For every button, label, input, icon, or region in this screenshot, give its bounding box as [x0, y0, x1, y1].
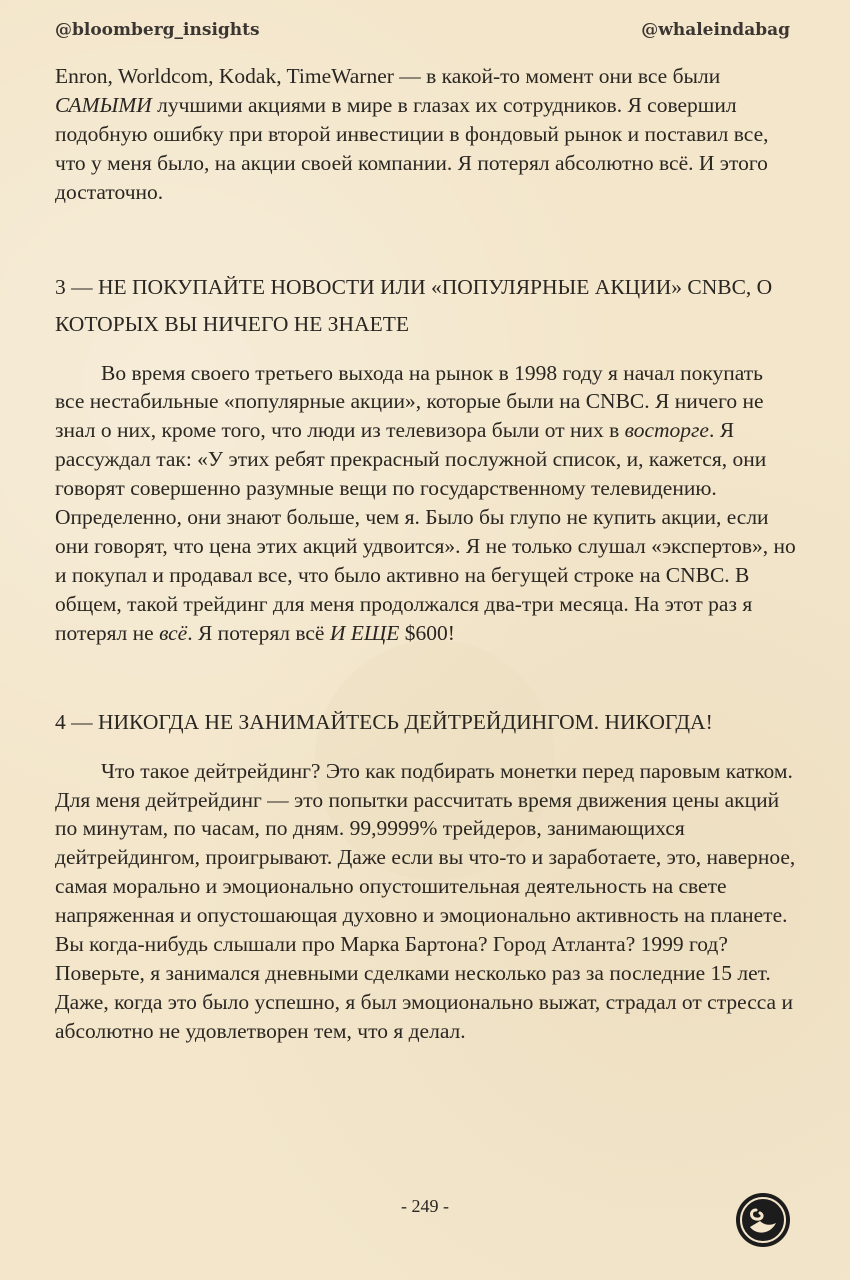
swan-icon — [736, 1193, 790, 1247]
source-handle: @bloomberg_insights — [55, 20, 260, 40]
intro-paragraph — [55, 62, 797, 207]
page-body — [55, 62, 797, 1046]
emphasis: САМЫМИ — [55, 92, 152, 117]
text-run: . Я рассуждал так: «У этих ребят прекрасный послужной список, и, кажется, они говорят совершенно разумные вещи по государственному телевидению. Определенно, они знают больше, чем я. Было бы глупо не купить акции, если они говорят, что цена этих акций удвоится». Я не только слушал «экспертов», но и покупал и продавал все, что было активно на бегущей строке на CNBC. В общем, такой трейдинг для меня продолжался два-три месяца. На этот раз я потерял не — [55, 418, 796, 645]
emphasis: восторге — [624, 418, 709, 443]
author-handle: @whaleindabag — [641, 20, 790, 40]
page-number: - 249 - — [401, 1196, 449, 1216]
text-run: Во время своего третьего выхода на рынок в 1998 году я начал покупать все нестабильные «популярные акции», которые были на CNBC. Я ничего не знал о них, кроме того, что люди из телевизора были от них в — [55, 360, 764, 443]
text-run: $600! — [399, 620, 455, 645]
section-3-heading: 3 — НЕ ПОКУПАЙТЕ НОВОСТИ ИЛИ «ПОПУЛЯРНЫЕ АКЦИИ» CNBC, О КОТОРЫХ ВЫ НИЧЕГО НЕ ЗНАЕТЕ — [55, 274, 773, 336]
section-4-heading: 4 — НИКОГДА НЕ ЗАНИМАЙТЕСЬ ДЕЙТРЕЙДИНГОМ. НИКОГДА! — [55, 709, 713, 734]
section-4-paragraph: Что такое дейтрейдинг? Это как подбирать монетки перед паровым катком. Для меня дейтрейдинг — это попытки рассчитать время движения цены акций по минутам, по часам, по дням. 99,9999% трейдеров, занимающихся дейтрейдингом, проигрывают. Даже если вы что-то и заработаете, это, наверное, самая морально и эмоционально опустошительная деятельность на свете напряженная и опустошающая духовно и эмоционально активность на планете. Вы когда-нибудь слышали про Марка Бартона? Город Атланта? 1999 год? Поверьте, я занимался дневными сделками несколько раз за последние 15 лет. Даже, когда это было успешно, я был эмоционально выжат, страдал от стресса и абсолютно не удовлетворен тем, что я делал. — [55, 758, 796, 1043]
text-run: . Я потерял всё — [187, 620, 330, 645]
section-3-paragraph — [55, 359, 797, 648]
text-run: лучшими акциями в мире в глазах их сотрудников. Я совершил подобную ошибку при второй инвестиции в фондовый рынок и поставил все, что у меня было, на акции своей компании. Я потерял абсолютно всё. И этого достаточно. — [55, 92, 769, 204]
emphasis: всё — [159, 620, 188, 645]
text-run: Enron, Worldcom, Kodak, TimeWarner — в какой-то момент они все были — [55, 64, 721, 88]
page-header — [55, 20, 790, 40]
emphasis: И ЕЩЕ — [329, 620, 400, 645]
